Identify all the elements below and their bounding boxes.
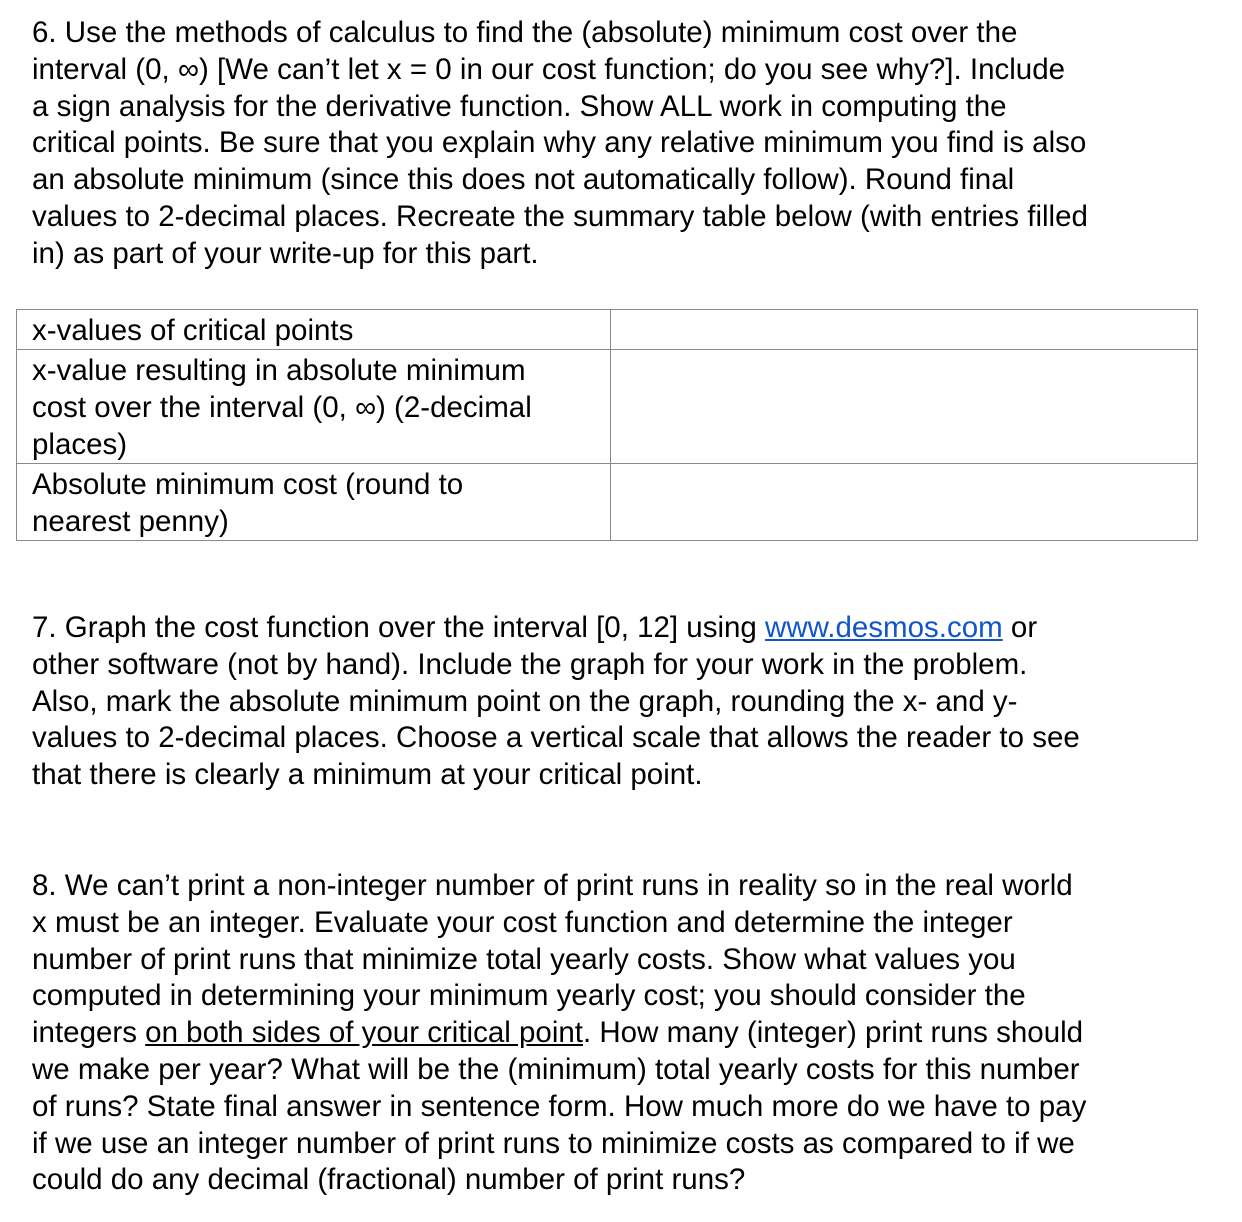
q8-line: computed in determining your minimum yearly cost; you should consider the: [32, 979, 1026, 1013]
absolute-minimum-x-value-cell[interactable]: [610, 350, 1198, 464]
q8-line: could do any decimal (fractional) number of print runs?: [32, 1163, 746, 1197]
table-label-text: x-values of critical points: [32, 314, 354, 347]
q6-line: an absolute minimum (since this does not automatically follow). Round final: [32, 163, 1015, 197]
q8-line: x must be an integer. Evaluate your cost function and determine the integer: [32, 905, 1013, 939]
q6-line: 6. Use the methods of calculus to find the (absolute) minimum cost over the: [32, 16, 1018, 49]
question-6-text: [32, 15, 1202, 273]
table-row-absolute-minimum-cost: [17, 464, 1198, 541]
summary-table: [16, 309, 1198, 541]
table-row-absolute-minimum-x: [17, 350, 1198, 464]
q8-line: number of print runs that minimize total yearly costs. Show what values you: [32, 942, 1016, 976]
q8-line-end: . How many (integer) print runs should: [582, 1016, 1084, 1050]
q7-line: other software (not by hand). Include the graph for your work in the problem.: [32, 647, 1028, 681]
q6-line: in) as part of your write-up for this part.: [32, 236, 539, 270]
q6-line: interval (0, ∞) [We can’t let x = 0 in our cost function; do you see why?]. Include: [32, 52, 1066, 86]
table-label-text: x-value resulting in absolute minimum: [32, 354, 526, 387]
q7-line: Also, mark the absolute minimum point on the graph, rounding the x- and y-: [32, 684, 1018, 718]
q6-line: a sign analysis for the derivative function. Show ALL work in computing the: [32, 89, 1007, 123]
q7-line: that there is clearly a minimum at your critical point.: [32, 758, 703, 792]
q8-line: we make per year? What will be the (minimum) total yearly costs for this number: [32, 1052, 1080, 1086]
table-label-cell: [17, 464, 611, 541]
table-row-critical-points: [17, 310, 1198, 350]
table-label-text: cost over the interval (0, ∞) (2-decimal: [32, 391, 532, 424]
q6-line: critical points. Be sure that you explain why any relative minimum you find is also: [32, 126, 1087, 160]
question-8-text: [32, 868, 1202, 1199]
q7-line-start: 7. Graph the cost function over the interval [0, 12] using: [32, 611, 766, 644]
absolute-minimum-cost-value-cell[interactable]: [610, 464, 1198, 541]
q7-line: [32, 610, 1202, 647]
q8-underlined-phrase: on both sides of your critical point: [145, 1016, 583, 1050]
q7-line: values to 2-decimal places. Choose a vertical scale that allows the reader to see: [32, 721, 1080, 755]
table-label-cell: [17, 310, 611, 350]
table-label-text: places): [32, 428, 128, 461]
q8-line-start: integers: [32, 1016, 146, 1050]
q8-line: [32, 1015, 1202, 1052]
question-7-text: [32, 610, 1202, 794]
q8-line: if we use an integer number of print runs to minimize costs as compared to if we: [32, 1126, 1075, 1160]
critical-points-value-cell[interactable]: [610, 310, 1198, 350]
q8-line: of runs? State final answer in sentence form. How much more do we have to pay: [32, 1089, 1087, 1123]
table-label-cell: [17, 350, 611, 464]
table-label-text: Absolute minimum cost (round to: [32, 468, 464, 501]
table-label-text: nearest penny): [32, 505, 229, 538]
q8-line: 8. We can’t print a non-integer number of print runs in reality so in the real world: [32, 869, 1073, 902]
q7-line-end: or: [1002, 611, 1038, 644]
q6-line: values to 2-decimal places. Recreate the summary table below (with entries filled: [32, 199, 1088, 233]
desmos-link[interactable]: www.desmos.com: [765, 611, 1003, 644]
